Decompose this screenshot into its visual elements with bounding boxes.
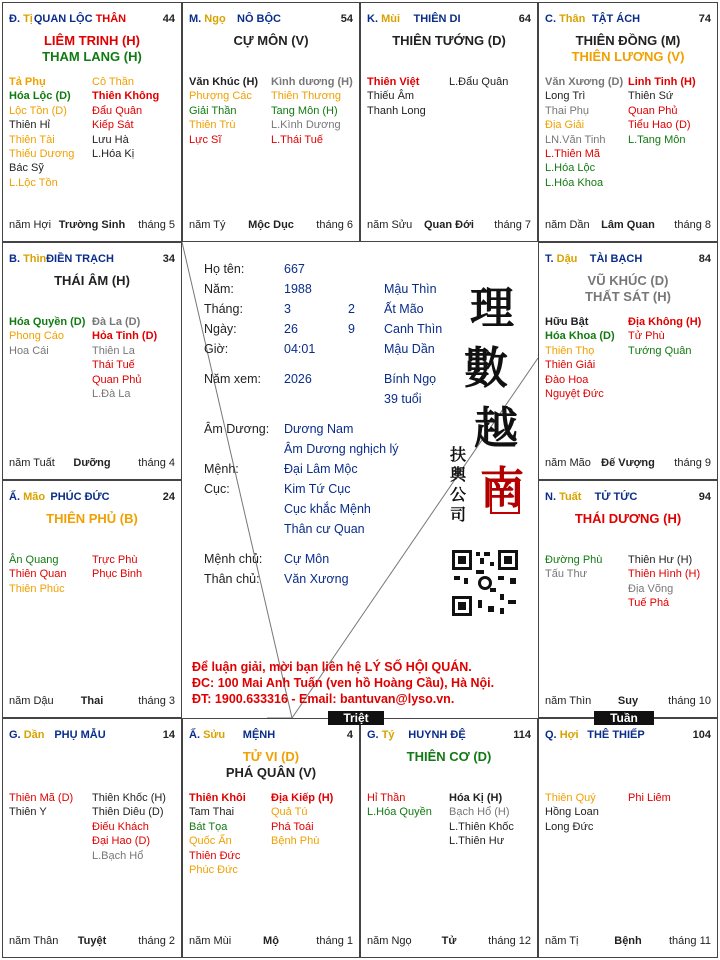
palace-age: 4 (346, 729, 353, 741)
minor-star: Cô Thần (92, 76, 134, 88)
palace-footer (545, 695, 711, 709)
palace-cell-tuat[interactable] (538, 480, 718, 718)
minor-star: Phượng Các (189, 90, 252, 103)
minor-star: Đào Hoa (545, 373, 589, 386)
menh-value: Đại Lâm Mộc (284, 462, 358, 476)
palace-year: năm Hợi (9, 219, 52, 231)
than-chu-label: Thân chủ: (204, 572, 260, 586)
minor-star: Bệnh Phù (271, 835, 320, 848)
palace-stage: Mộc Dục (248, 219, 294, 231)
minor-star: Tuế Phá (628, 597, 670, 610)
branch-label: Ấ. Mão (9, 491, 46, 503)
palace-footer (545, 219, 711, 233)
minor-star: Long Đức (545, 820, 594, 833)
minor-star: L.Hóa Quyền (367, 806, 432, 819)
than-chu-value: Văn Xương (284, 572, 349, 586)
palace-cell-mao[interactable] (2, 480, 182, 718)
palace-month: tháng 12 (488, 935, 531, 947)
palace-name: ĐIỀN TRẠCH (46, 253, 114, 265)
cuc-value: Kim Tứ Cục (284, 482, 351, 496)
palace-footer (367, 219, 531, 233)
minor-star: Tướng Quân (628, 344, 692, 357)
minor-star: Thiên Trù (189, 119, 236, 132)
qr-code-icon[interactable] (450, 548, 520, 618)
palace-year: năm Tý (189, 219, 226, 231)
palace-name: MỆNH (242, 729, 276, 741)
palace-header (9, 253, 175, 267)
palace-name: PHÚC ĐỨC (50, 491, 110, 503)
palace-header (545, 13, 711, 27)
calligraphy-char-1: 理 (470, 283, 514, 334)
minor-star: L.Lộc Tồn (9, 176, 58, 189)
palace-age: 14 (162, 729, 175, 741)
minor-star: Nguyệt Đức (545, 388, 604, 401)
nam-can-chi: Mậu Thìn (384, 282, 437, 296)
cuc-note-1: Cục khắc Mệnh (284, 502, 371, 516)
nam-label: Năm: (204, 282, 234, 296)
palace-year: năm Dần (545, 219, 590, 231)
palace-name: THÊ THIẾP (587, 729, 645, 741)
minor-star: Thanh Long (367, 104, 426, 117)
minor-star: Thiên Y (9, 806, 47, 819)
palace-year: năm Thân (9, 935, 59, 947)
nam-xem-value: 2026 (284, 372, 312, 386)
minor-star: Phúc Đức (189, 864, 238, 877)
minor-star: Thiên Thọ (545, 344, 595, 357)
minor-star: LN.Văn Tinh (545, 133, 606, 146)
minor-star: Thiên Việt (367, 76, 420, 88)
than-marker: THÂN (95, 13, 127, 25)
minor-star: Kình dương (H) (271, 76, 353, 88)
palace-header (545, 729, 711, 743)
main-star: PHÁ QUÂN (V) (225, 765, 317, 780)
minor-star: Bát Tọa (189, 820, 228, 833)
palace-header (367, 729, 531, 743)
minor-star: Thái Tuế (92, 359, 135, 372)
palace-year: năm Mão (545, 457, 591, 469)
minor-star: Thiên Đức (189, 849, 241, 862)
palace-stage: Lâm Quan (601, 219, 655, 231)
branch-label: T. Dậu (545, 253, 578, 265)
palace-cell-hoi[interactable] (538, 718, 718, 958)
branch-label: Q. Hợi (545, 729, 579, 741)
palace-header (545, 253, 711, 267)
minor-star: L.Tang Môn (628, 133, 686, 146)
main-star: VŨ KHÚC (D) (587, 273, 669, 288)
minor-star: Thiên Khốc (H) (92, 792, 166, 804)
minor-star: L.Hóa Kị (92, 148, 135, 161)
minor-star: L.Thiên Mã (545, 148, 601, 161)
triet-tag: Triệt (328, 711, 384, 725)
palace-header (545, 491, 711, 505)
ngay-duong-lich: 26 (284, 322, 298, 336)
minor-star: Hóa Quyền (D) (9, 316, 86, 328)
palace-header (9, 491, 175, 505)
minor-star: Thai Phụ (545, 104, 590, 117)
cuc-label: Cục: (204, 482, 230, 496)
minor-star: Linh Tinh (H) (628, 76, 696, 88)
palace-month: tháng 5 (138, 219, 175, 231)
palace-footer (189, 219, 353, 233)
branch-label: N. Tuất (545, 491, 582, 503)
palace-name: THIÊN DI (413, 13, 461, 25)
main-star: THIÊN LƯƠNG (V) (571, 49, 685, 64)
palace-month: tháng 11 (668, 935, 711, 947)
palace-footer (9, 695, 175, 709)
minor-star: L.Hóa Lộc (545, 162, 596, 175)
palace-name: QUAN LỘC THÂN (33, 13, 127, 25)
minor-star: L.Đà La (92, 388, 131, 401)
palace-month: tháng 10 (668, 695, 711, 707)
palace-month: tháng 3 (138, 695, 175, 707)
nam-value: 1988 (284, 282, 312, 296)
palace-stage: Đế Vượng (601, 457, 655, 469)
minor-star: Thiên Sứ (628, 90, 674, 103)
palace-age: 74 (698, 13, 711, 25)
minor-star: Tam Thai (189, 806, 235, 819)
palace-footer (545, 457, 711, 471)
minor-star: Phục Binh (92, 568, 143, 581)
minor-star: Giải Thần (189, 104, 237, 117)
cuc-note-2: Thân cư Quan (284, 522, 365, 536)
palace-stage: Quan Đới (424, 219, 474, 231)
menh-chu-value: Cự Môn (284, 552, 330, 566)
palace-month: tháng 1 (316, 935, 353, 947)
palace-year: năm Tuất (9, 457, 55, 469)
minor-star: Hỏa Tinh (D) (92, 330, 158, 343)
minor-star: Hóa Kị (H) (449, 792, 503, 804)
palace-age: 84 (698, 253, 711, 265)
branch-label: K. Mùi (367, 13, 401, 25)
minor-star: Phi Liêm (628, 792, 671, 804)
minor-star: Thiên Khôi (189, 792, 246, 804)
minor-star: Tử Phù (628, 330, 665, 343)
minor-star: Quan Phủ (628, 104, 678, 117)
minor-star: Địa Kiếp (H) (271, 792, 334, 804)
main-star: LIÊM TRINH (H) (43, 33, 141, 48)
gio-value: 04:01 (284, 342, 316, 356)
palace-cell-ty2[interactable] (360, 718, 538, 958)
minor-star: Thiên Thương (271, 90, 342, 103)
palace-cell-ty[interactable] (2, 2, 182, 242)
thang-can-chi: Ất Mão (384, 302, 424, 316)
minor-star: Đường Phù (545, 554, 603, 566)
palace-age: 44 (162, 13, 175, 25)
minor-star: Thiên Không (92, 90, 160, 103)
minor-star: Đại Hao (D) (92, 835, 151, 848)
minor-star: Thiên Hình (H) (628, 568, 701, 581)
thang-am-lich: 2 (348, 302, 355, 316)
tuan-tag: Tuần (594, 711, 654, 725)
minor-star: Lộc Tồn (D) (9, 104, 67, 117)
red-seal-icon (490, 480, 520, 514)
minor-star: Điếu Khách (92, 820, 149, 833)
palace-month: tháng 8 (674, 219, 711, 231)
seal-char-4: 司 (450, 505, 467, 524)
gio-label: Giờ: (204, 342, 229, 356)
palace-stage: Bệnh (614, 935, 642, 947)
minor-star: Hữu Bật (545, 316, 589, 328)
contact-address: ĐC: 100 Mai Anh Tuấn (ven hồ Hoàng Cầu), Hà Nội. (192, 676, 495, 690)
contact-phone-email[interactable]: ĐT: 1900.633316 - Email: bantuvan@lyso.vn. (192, 692, 455, 706)
minor-star: Thiên Hỉ (9, 119, 50, 132)
minor-star: Thiên Tài (9, 133, 55, 146)
minor-star: Tấu Thư (545, 568, 588, 581)
palace-stage: Tử (441, 935, 457, 947)
thang-duong-lich: 3 (284, 302, 291, 316)
minor-star: Địa Giải (545, 119, 585, 132)
palace-footer (9, 935, 175, 949)
minor-star: Hóa Lộc (D) (9, 90, 71, 103)
palace-cell-ngo[interactable] (182, 2, 360, 242)
palace-month: tháng 2 (138, 935, 175, 947)
palace-name: NÔ BỘC (237, 13, 281, 25)
palace-header (189, 13, 353, 27)
branch-label: G. Tý (367, 729, 395, 741)
minor-star: L.Kình Dương (271, 119, 341, 132)
palace-age: 114 (513, 729, 531, 741)
minor-star: Phá Toái (271, 820, 314, 833)
main-star: THIÊN PHỦ (B) (46, 511, 138, 526)
palace-stage: Suy (617, 695, 639, 707)
minor-star: Thiên Quý (545, 792, 596, 804)
palace-stage: Mộ (263, 935, 279, 947)
minor-star: Thiên Giải (545, 359, 596, 372)
minor-star: Tiểu Hao (D) (628, 119, 691, 132)
minor-star: Đẩu Quân (92, 104, 143, 117)
main-star: THÁI ÂM (H) (54, 273, 130, 288)
palace-year: năm Mùi (189, 935, 232, 947)
thang-label: Tháng: (204, 302, 243, 316)
palace-header (9, 13, 175, 27)
tuoi-value: 39 tuổi (384, 392, 422, 406)
main-star: THIÊN ĐỒNG (M) (575, 33, 681, 48)
palace-name: TÀI BẠCH (589, 253, 643, 265)
minor-star: Thiên Phúc (9, 582, 65, 595)
nam-xem-can-chi: Bính Ngọ (384, 372, 437, 386)
palace-age: 24 (162, 491, 175, 503)
gio-can-chi: Mậu Dần (384, 342, 435, 356)
calligraphy-char-3: 越 (474, 403, 518, 454)
seal-char-3: 公 (450, 485, 467, 504)
minor-star: L.Thiên Hư (449, 835, 505, 848)
minor-star: Thiên La (92, 344, 135, 357)
palace-cell-suu[interactable] (182, 718, 360, 958)
minor-star: Lưu Hà (92, 133, 129, 146)
minor-star: Thiên Quan (9, 568, 67, 581)
minor-star: L.Đẩu Quân (449, 76, 509, 88)
palace-name: HUYNH ĐỆ (408, 729, 466, 741)
am-duong-note: Âm Dương nghịch lý (284, 442, 399, 456)
palace-stage: Thai (80, 695, 104, 707)
palace-year: năm Sửu (367, 219, 413, 231)
minor-star: Hoa Cái (9, 344, 49, 357)
branch-label: M. Ngọ (189, 13, 226, 25)
ngay-am-lich: 9 (348, 322, 355, 336)
palace-footer (9, 219, 175, 233)
palace-stage: Trường Sinh (58, 219, 126, 231)
palace-header (189, 729, 353, 743)
palace-year: năm Ngọ (367, 935, 412, 947)
minor-star: Bạch Hổ (H) (449, 806, 510, 819)
minor-star: Văn Khúc (H) (189, 76, 259, 88)
menh-label: Mệnh: (204, 462, 239, 476)
ho-ten-value: 667 (284, 262, 305, 276)
palace-header (9, 729, 175, 743)
palace-stage: Dưỡng (73, 457, 111, 469)
palace-name: PHỤ MẪU (54, 729, 106, 741)
contact-line-1: Để luận giải, mời bạn liên hệ LÝ SỐ HỘI QUÁN. (192, 660, 472, 674)
minor-star: Quốc Ấn (189, 835, 232, 848)
palace-age: 104 (692, 729, 711, 741)
minor-star: Thiên Diêu (D) (92, 806, 164, 819)
branch-label: B. Thìn (9, 253, 47, 265)
minor-star: Quan Phủ (92, 373, 142, 386)
minor-star: Long Trì (545, 90, 586, 103)
ngay-label: Ngày: (204, 322, 237, 336)
palace-cell-thin[interactable] (2, 242, 182, 480)
main-star: CỰ MÔN (V) (233, 33, 309, 48)
main-star: THẤT SÁT (H) (585, 289, 671, 304)
nam-xem-label: Năm xem: (204, 372, 261, 386)
palace-year: năm Tị (545, 935, 579, 947)
minor-star: Thiên Hư (H) (628, 554, 693, 566)
minor-star: Văn Xương (D) (545, 76, 624, 88)
minor-star: Bác Sỹ (9, 162, 44, 175)
minor-star: Đà La (D) (92, 316, 141, 328)
palace-month: tháng 4 (138, 457, 175, 469)
minor-star: Thiên Mã (D) (9, 792, 74, 804)
minor-star: L.Bạch Hổ (92, 849, 144, 862)
minor-star: Quả Tú (271, 806, 308, 819)
branch-label: G. Dần (9, 729, 45, 741)
minor-star: Địa Võng (628, 582, 674, 595)
minor-star: Phong Cáo (9, 330, 65, 343)
seal-char-2: 輿 (450, 465, 467, 484)
palace-year: năm Thìn (545, 695, 592, 707)
ngay-can-chi: Canh Thìn (384, 322, 443, 336)
branch-label: Đ. Tị (9, 13, 33, 25)
seal-char-1: 扶 (450, 445, 467, 464)
palace-header (367, 13, 531, 27)
palace-age: 64 (518, 13, 531, 25)
calligraphy-char-2: 數 (464, 343, 508, 394)
minor-star: Thiếu Dương (9, 148, 75, 161)
palace-stage: Tuyệt (77, 935, 107, 947)
main-star: THAM LANG (H) (42, 49, 142, 64)
menh-chu-label: Mệnh chủ: (204, 552, 263, 566)
calligraphy-char-4: 南 (480, 463, 524, 514)
main-star: THÁI DƯƠNG (H) (574, 511, 682, 526)
minor-star: Hồng Loan (545, 806, 599, 819)
palace-cell-dan[interactable] (2, 718, 182, 958)
palace-footer (9, 457, 175, 471)
palace-month: tháng 9 (674, 457, 711, 469)
palace-month: tháng 7 (494, 219, 531, 231)
minor-star: L.Thái Tuế (271, 133, 323, 146)
minor-star: Thiếu Âm (367, 90, 415, 103)
palace-name: TỬ TỨC (594, 491, 638, 503)
minor-star: L.Hóa Khoa (545, 176, 604, 189)
minor-star: Kiếp Sát (92, 119, 134, 132)
palace-cell-mui[interactable] (360, 2, 538, 242)
palace-age: 34 (162, 253, 175, 265)
am-duong-value: Dương Nam (284, 422, 354, 436)
palace-cell-dau[interactable] (538, 242, 718, 480)
main-star: THIÊN CƠ (D) (406, 749, 492, 764)
minor-star: Hóa Khoa (D) (545, 330, 615, 343)
minor-star: Hỉ Thần (367, 792, 406, 804)
palace-footer (367, 935, 531, 949)
palace-year: năm Dậu (9, 695, 54, 707)
palace-cell-than[interactable] (538, 2, 718, 242)
palace-month: tháng 6 (316, 219, 353, 231)
branch-label: Ấ. Sửu (189, 729, 226, 741)
ho-ten-label: Họ tên: (204, 262, 245, 276)
minor-star: L.Thiên Khốc (449, 820, 514, 833)
branch-label: C. Thân (545, 13, 586, 25)
minor-star: Địa Không (H) (628, 316, 702, 328)
minor-star: Ân Quang (9, 554, 59, 566)
palace-age: 54 (340, 13, 353, 25)
minor-star: Trực Phù (92, 554, 138, 566)
minor-star: Tang Môn (H) (271, 104, 338, 117)
main-star: THIÊN TƯỚNG (D) (392, 33, 506, 48)
palace-age: 94 (698, 491, 711, 503)
palace-name: TẬT ÁCH (591, 13, 641, 25)
am-duong-label: Âm Dương: (204, 422, 270, 436)
minor-star: Tả Phụ (9, 76, 46, 88)
minor-star: Lực Sĩ (189, 133, 222, 146)
main-star: TỬ VI (D) (242, 749, 300, 764)
center-info-panel (182, 242, 538, 718)
palace-footer (545, 935, 711, 949)
palace-footer (189, 935, 353, 949)
